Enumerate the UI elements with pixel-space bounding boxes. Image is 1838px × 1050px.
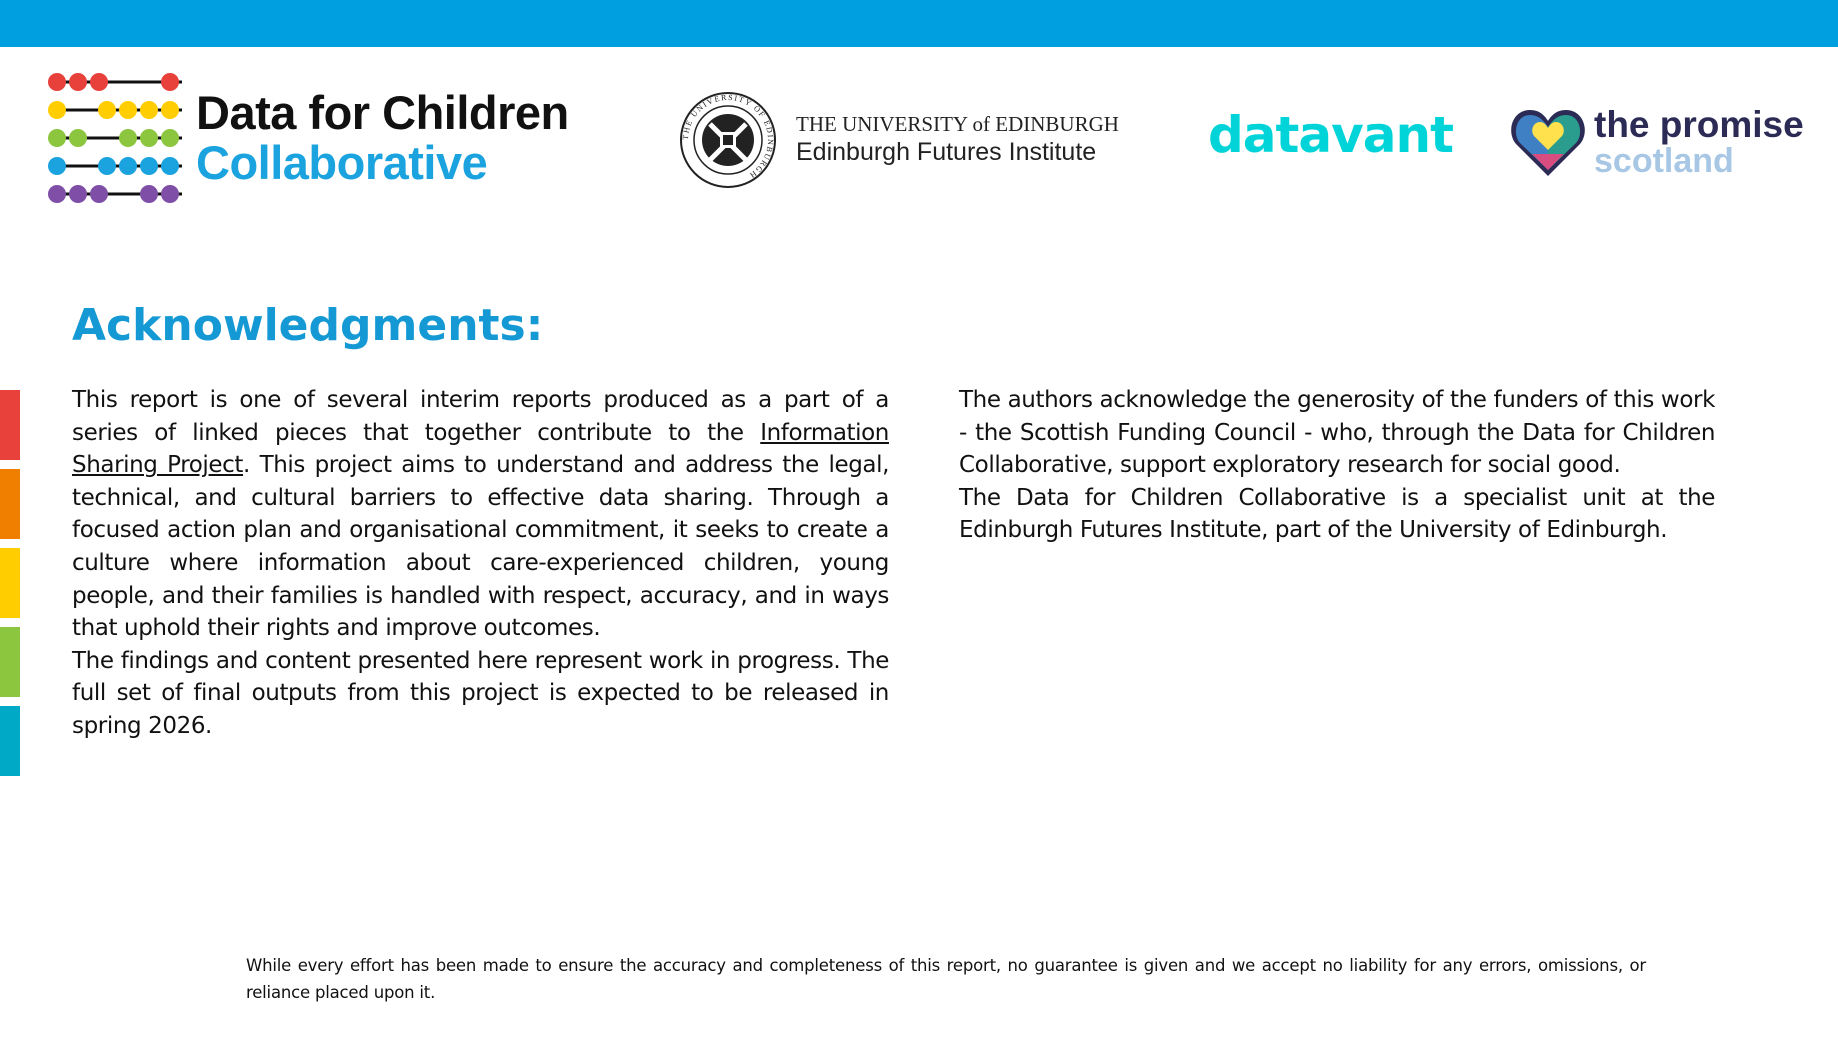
left-paragraph-1 xyxy=(72,384,889,645)
left-paragraph-2: The findings and content presented here represent work in progress. The full set of final outputs from this project is expected to be released in spring 2026. xyxy=(72,647,889,739)
datavant-logo: datavant xyxy=(1208,106,1454,164)
right-paragraph-2: The Data for Children Collaborative is a specialist unit at the Edinburgh Futures Institute, part of the University of Edinburgh. xyxy=(959,484,1715,544)
side-color-bars xyxy=(0,390,20,785)
page-title: Acknowledgments: xyxy=(72,300,544,351)
right-paragraph-1: The authors acknowledge the generosity of the funders of this work - the Scottish Funding Council - who, through the Data for Children Collaborative, support exploratory research for social good. xyxy=(959,387,1715,479)
side-bar-orange xyxy=(0,469,20,539)
left-p1-after-link: . This project aims to understand and address the legal, technical, and cultural barriers to effective data sharing. Through a focused action plan and organisational commitment, it seeks to create a culture where information about care-experienced children, young people, and their families is handled with respect, accuracy, and in ways that uphold their rights and improve outcomes. xyxy=(72,452,889,642)
left-p1-before-link: This report is one of several interim reports produced as a part of a series of linked pieces that together contribute to the xyxy=(72,387,889,446)
side-bar-yellow xyxy=(0,548,20,618)
left-column xyxy=(72,384,889,743)
disclaimer-text: While every effort has been made to ensure the accuracy and completeness of this report, no guarantee is given and we accept no liability for any errors, omissions, or reliance placed upon it. xyxy=(246,956,1646,1002)
promise-logo-line1: the promise xyxy=(1594,104,1804,145)
heart-icon xyxy=(1510,106,1586,178)
data-for-children-logo xyxy=(46,72,606,207)
university-of-edinburgh-logo xyxy=(678,90,1118,190)
top-banner-bar xyxy=(0,0,1838,47)
promise-logo-line2: scotland xyxy=(1594,142,1734,180)
dfc-logo-line2: Collaborative xyxy=(196,136,488,189)
seal-text: THE UNIVERSITY OF EDINBURGH xyxy=(680,92,776,181)
the-promise-scotland-logo xyxy=(1510,104,1810,184)
right-column xyxy=(959,384,1715,547)
university-seal-icon xyxy=(678,90,778,190)
side-bar-red xyxy=(0,390,20,460)
side-bar-green xyxy=(0,627,20,697)
side-bar-teal xyxy=(0,706,20,776)
dfc-logo-line1: Data for Children xyxy=(196,86,569,139)
abacus-icon xyxy=(46,72,186,207)
uoe-logo-line1: THE UNIVERSITY of EDINBURGH xyxy=(796,112,1119,136)
information-sharing-project-link[interactable]: Information Sharing Project xyxy=(72,419,889,479)
uoe-logo-line2: Edinburgh Futures Institute xyxy=(796,138,1097,166)
